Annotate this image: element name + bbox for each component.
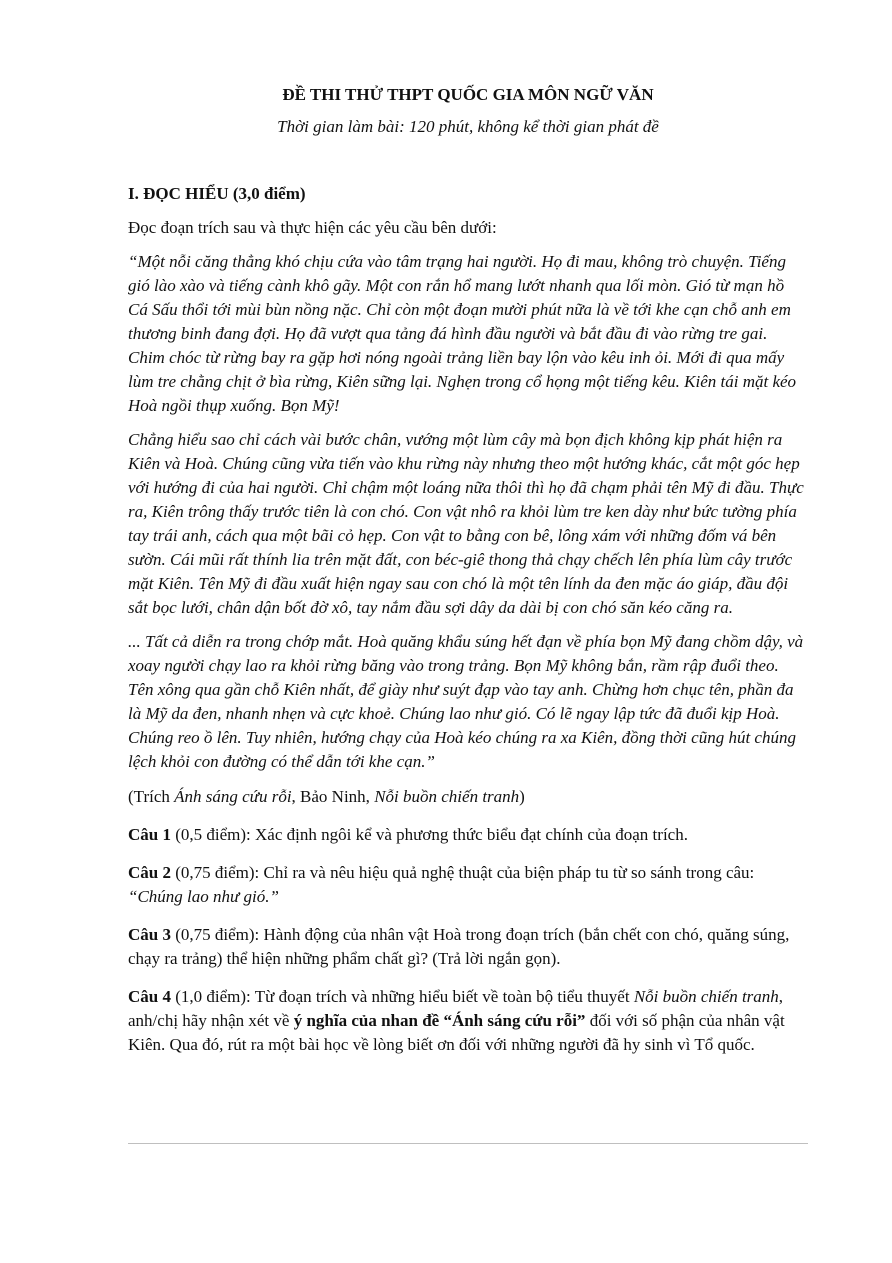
source-book-title: Nỗi buồn chiến tranh xyxy=(374,787,520,806)
source-open: (Trích xyxy=(128,787,175,806)
question-3-text: (0,75 điểm): Hành động của nhân vật Hoà trong đoạn trích (bắn chết con chó, quăng súng, chạy ra trảng) thể hiện những phẩm chất gì? (Trả lời ngắn gọn). xyxy=(128,925,790,968)
exam-subtitle: Thời gian làm bài: 120 phút, không kể thời gian phát đề xyxy=(277,117,659,136)
exam-title: ĐỀ THI THỬ THPT QUỐC GIA MÔN NGỮ VĂN xyxy=(282,85,654,104)
question-3-label: Câu 3 xyxy=(128,925,171,944)
question-1-label: Câu 1 xyxy=(128,825,171,844)
source-work-title: Ánh sáng cứu rỗi xyxy=(174,787,292,806)
question-2-label: Câu 2 xyxy=(128,863,171,882)
bottom-divider xyxy=(128,1143,808,1144)
document-body xyxy=(128,84,808,1057)
question-4-book-title: Nỗi buồn chiến tranh xyxy=(633,987,779,1006)
question-4-text-a: (1,0 điểm): Từ đoạn trích và những hiểu biết về toàn bộ tiểu thuyết xyxy=(170,987,634,1006)
question-3 xyxy=(128,923,808,971)
section-heading-reading: I. ĐỌC HIỂU (3,0 điểm) xyxy=(128,184,306,203)
passage-paragraph-2: Chẳng hiểu sao chỉ cách vài bước chân, vướng một lùm cây mà bọn địch không kịp phát hiện ra Kiên và Hoà. Chúng cũng vừa tiến vào khu rừng này nhưng theo một hướng khác, cắt một góc hẹp với hướng đi của hai người. Chỉ chậm một loáng nữa thôi thì họ đã chạm phải tên Mỹ đi đầu. Thực ra, Kiên trông thấy trước tiên là con chó. Con vật nhô ra khỏi lùm tre ken dày như bức tường phía tay trái anh, cách qua một bãi cỏ hẹp. Con vật to bằng con bê, lông xám với những đốm vá bên sườn. Cái mũi rất thính lia trên mặt đất, con béc-giê thong thả chạy chếch lên phía lùm cây trước mặt Kiên. Tên Mỹ đi đầu xuất hiện ngay sau con chó là một tên lính da đen mặc áo giáp, đầu đội sắt bọc lưới, chân dận bốt đờ xô, tay nắm đầu sợi dây da dài bị con chó săn kéo căng ra. xyxy=(128,430,804,617)
question-1 xyxy=(128,823,808,847)
source-middle: , Bảo Ninh, xyxy=(291,787,375,806)
question-2-quote: “Chúng lao như gió.” xyxy=(128,887,279,906)
question-4-label: Câu 4 xyxy=(128,987,171,1006)
source-close: ) xyxy=(519,787,525,806)
question-2 xyxy=(128,861,808,909)
passage-source xyxy=(128,785,808,809)
passage-paragraph-1: “Một nỗi căng thẳng khó chịu cứa vào tâm trạng hai người. Họ đi mau, không trò chuyện. Tiếng gió lào xào và tiếng cành khô gãy. Một con rắn hổ mang lướt nhanh qua lối mòn. Gió từ mạn hồ Cá Sấu thổi tới mùi bùn nồng nặc. Chỉ còn một đoạn mười phút nữa là về tới khe cạn chỗ anh em thương binh đang đợi. Họ đã vượt qua tảng đá hình đầu người và bắt đầu đi vào rừng tre gai. Chim chóc từ rừng bay ra gặp hơi nóng ngoài trảng liền bay lộn vào kêu inh ỏi. Mới đi qua mấy lùm tre chằng chịt ở bìa rừng, Kiên sững lại. Nghẹn trong cổ họng một tiếng kêu. Kiên tái mặt kéo Hoà ngồi thụp xuống. Bọn Mỹ! xyxy=(128,252,797,415)
reading-instruction: Đọc đoạn trích sau và thực hiện các yêu cầu bên dưới: xyxy=(128,218,497,237)
question-2-text: (0,75 điểm): Chỉ ra và nêu hiệu quả nghệ thuật của biện pháp tu từ so sánh trong câu: xyxy=(170,863,755,882)
question-4-emphasis: ý nghĩa của nhan đề “Ánh sáng cứu rỗi” xyxy=(293,1011,586,1030)
question-4-text-b: , anh/chị hãy nhận xét về xyxy=(128,987,784,1030)
passage-paragraph-3: ... Tất cả diễn ra trong chớp mắt. Hoà quăng khẩu súng hết đạn về phía bọn Mỹ đang chồm dậy, và xoay người chạy lao ra khỏi rừng băng vào trong trảng. Bọn Mỹ không bắn, rầm rập đuổi theo. Tên xông qua gần chỗ Kiên nhất, để giày như suýt đạp vào tay anh. Chừng hơn chục tên, phần đa là Mỹ da đen, nhanh nhẹn và cực khoẻ. Chúng lao như gió. Có lẽ ngay lập tức đã đuổi kịp Hoà. Chúng reo ồ lên. Tuy nhiên, hướng chạy của Hoà kéo chúng ra xa Kiên, đồng thời cũng hút chúng lệch khỏi con đường có thể dẫn tới khe cạn.” xyxy=(128,632,804,771)
question-1-text: (0,5 điểm): Xác định ngôi kể và phương thức biểu đạt chính của đoạn trích. xyxy=(170,825,688,844)
question-4-text-c: đối với số phận của nhân vật Kiên. Qua đó, rút ra một bài học về lòng biết ơn đối với những người đã hy sinh vì Tổ quốc. xyxy=(128,1011,785,1054)
question-4 xyxy=(128,985,808,1057)
